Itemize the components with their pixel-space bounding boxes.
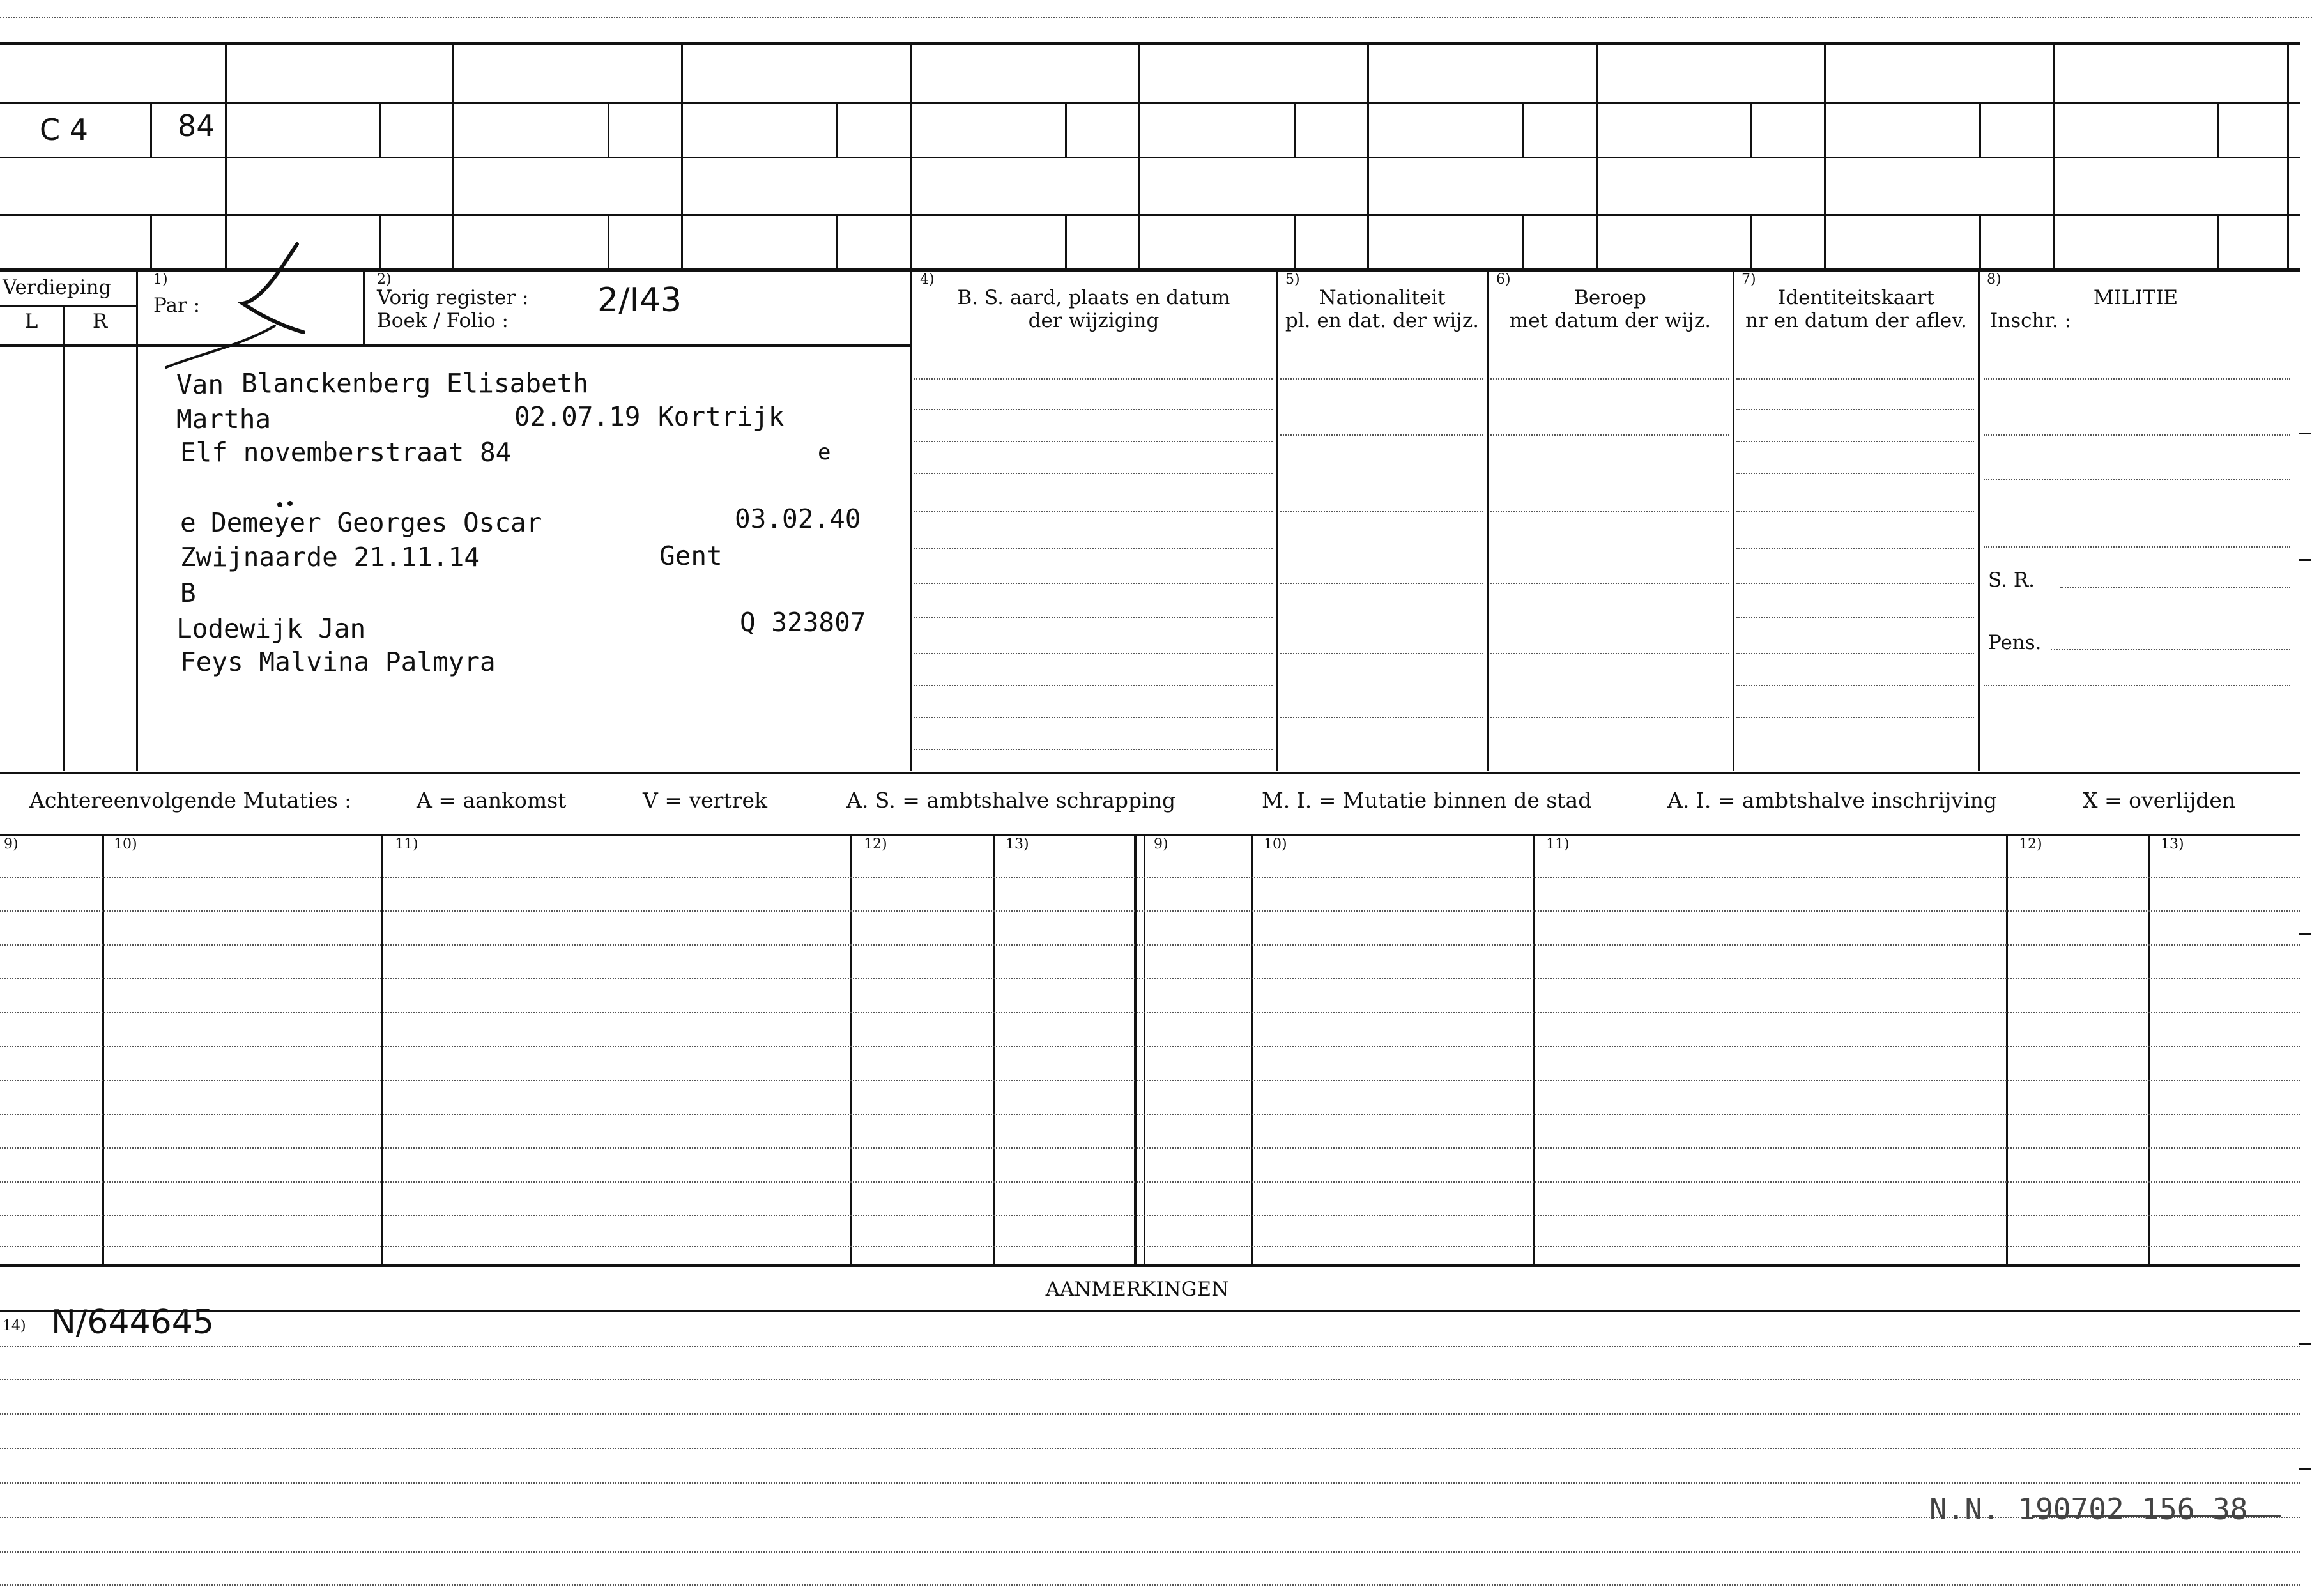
legend-v: V = vertrek bbox=[643, 788, 767, 813]
person-birth-place: Kortrijk bbox=[658, 401, 785, 432]
boek-label: Boek / Folio : bbox=[377, 309, 509, 332]
col4-num: 4) bbox=[920, 272, 935, 288]
mut-right-col9: 9) bbox=[1154, 836, 1168, 852]
legend-ai: A. I. = ambtshalve inschrijving bbox=[1667, 788, 1998, 813]
remarks-title: AANMERKINGEN bbox=[1045, 1278, 1229, 1301]
par-num: 1) bbox=[153, 272, 168, 288]
person-line1-prefix: Van bbox=[176, 369, 224, 400]
mut-left-col12: 12) bbox=[864, 836, 887, 852]
row2-code: C 4 bbox=[40, 112, 89, 147]
legend-x: X = overlijden bbox=[2083, 788, 2236, 813]
person-address-mark: e bbox=[818, 440, 831, 465]
spouse-name: Demeyer Georges Oscar bbox=[211, 507, 542, 538]
top-edge bbox=[0, 17, 2312, 18]
col6-line2: met datum der wijz. bbox=[1509, 309, 1711, 332]
spouse-prefix: e bbox=[180, 507, 196, 538]
col5-line1: Nationaliteit bbox=[1319, 286, 1446, 309]
remarks-value: N/644645 bbox=[51, 1303, 214, 1342]
legend-a: A = aankomst bbox=[417, 788, 567, 813]
col8-title: MILITIE bbox=[2093, 286, 2178, 309]
parent-name: Feys Malvina Palmyra bbox=[180, 647, 496, 677]
child-code: Q 323807 bbox=[740, 607, 866, 638]
col4-line2: der wijziging bbox=[1028, 309, 1160, 332]
legend-title: Achtereenvolgende Mutaties : bbox=[29, 788, 352, 813]
spouse-birth: Zwijnaarde 21.11.14 bbox=[180, 542, 480, 572]
floor-label: Verdieping bbox=[3, 276, 112, 299]
col5-num: 5) bbox=[1285, 272, 1300, 288]
par-label: Par : bbox=[153, 294, 201, 317]
marriage-date: 03.02.40 bbox=[735, 503, 861, 534]
mut-left-col9: 9) bbox=[4, 836, 19, 852]
col6-num: 6) bbox=[1496, 272, 1511, 288]
person-given-name: Martha bbox=[176, 404, 272, 434]
col8-num: 8) bbox=[1987, 272, 2002, 288]
col8-pens: Pens. bbox=[1988, 631, 2042, 654]
mut-left-col10: 10) bbox=[114, 836, 137, 852]
vorig-label: Vorig register : bbox=[377, 286, 529, 309]
nn-strike bbox=[2032, 1515, 2281, 1517]
floor-l: L bbox=[24, 310, 38, 333]
col7-line2: nr en datum der aflev. bbox=[1745, 309, 1967, 332]
col8-sr: S. R. bbox=[1988, 569, 2035, 592]
floor-r: R bbox=[92, 310, 108, 333]
child-name: Lodewijk Jan bbox=[176, 613, 366, 644]
row2-number: 84 bbox=[178, 109, 215, 143]
mut-right-col13: 13) bbox=[2161, 836, 2184, 852]
person-birth-date: 02.07.19 bbox=[514, 401, 641, 432]
col7-num: 7) bbox=[1742, 272, 1756, 288]
vorig-num: 2) bbox=[377, 272, 392, 288]
person-name: Blanckenberg Elisabeth bbox=[241, 368, 589, 399]
legend-as: A. S. = ambtshalve schrapping bbox=[846, 788, 1176, 813]
col8-inschr: Inschr. : bbox=[1990, 309, 2072, 332]
col6-line1: Beroep bbox=[1574, 286, 1646, 309]
mut-right-col11: 11) bbox=[1546, 836, 1570, 852]
remarks-num: 14) bbox=[3, 1318, 26, 1334]
par-checkmark-icon bbox=[153, 236, 358, 377]
mut-right-col12: 12) bbox=[2019, 836, 2042, 852]
marriage-city: Gent bbox=[659, 541, 723, 571]
person-address: Elf novemberstraat 84 bbox=[180, 437, 512, 468]
diaeresis-icon bbox=[273, 498, 299, 511]
nn-number: N.N. 190702 156 38 bbox=[1929, 1492, 2248, 1526]
mut-left-col13: 13) bbox=[1006, 836, 1029, 852]
person-line6: B bbox=[180, 578, 196, 608]
col5-line2: pl. en dat. der wijz. bbox=[1285, 309, 1480, 332]
mut-left-col11: 11) bbox=[395, 836, 418, 852]
col7-line1: Identiteitskaart bbox=[1778, 286, 1934, 309]
vorig-value: 2/I43 bbox=[597, 281, 682, 319]
mut-right-col10: 10) bbox=[1264, 836, 1287, 852]
col4-line1: B. S. aard, plaats en datum bbox=[957, 286, 1230, 309]
legend-mi: M. I. = Mutatie binnen de stad bbox=[1262, 788, 1592, 813]
